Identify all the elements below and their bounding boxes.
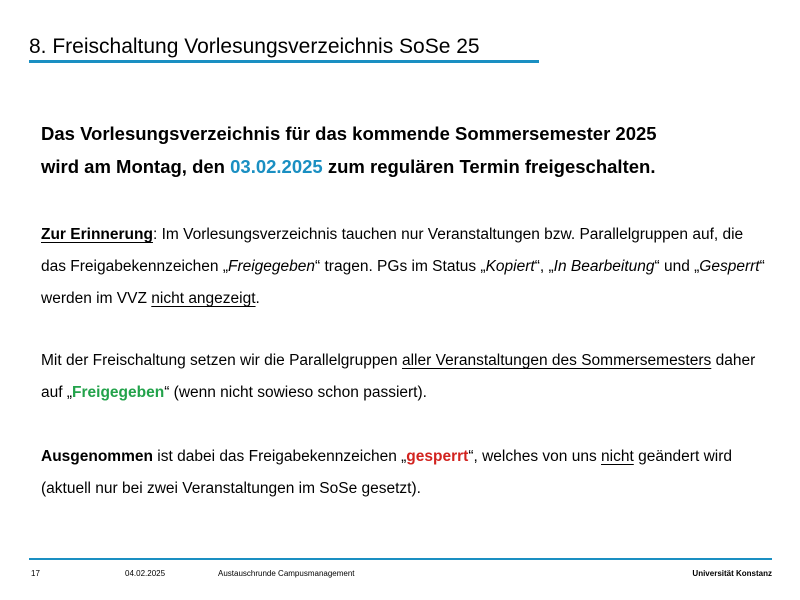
exception-paragraph xyxy=(41,441,771,505)
exception-text-1: ist dabei das Freigabekennzeichen „ xyxy=(152,448,407,465)
exception-text-3: geändert wird (aktuell nur bei zwei Veranstaltungen im SoSe gesetzt). xyxy=(41,448,732,497)
reminder-text-5: “ werden im VVZ xyxy=(41,258,765,307)
status-freigegeben: Freigegeben xyxy=(227,258,316,275)
status-gesperrt: Gesperrt xyxy=(699,258,760,275)
footer-event: Austauschrunde Campusmanagement xyxy=(218,569,355,578)
footer-divider xyxy=(29,558,772,560)
page-number: 17 xyxy=(31,569,40,578)
reminder-text-2: “ tragen. PGs im Status „ xyxy=(315,258,486,275)
exception-label: Ausgenommen xyxy=(41,448,153,465)
intro-paragraph xyxy=(41,117,771,183)
intro-line-2-end: zum regulären Termin freigeschalten. xyxy=(322,156,656,177)
exception-text-2: “, welches von uns xyxy=(468,448,602,465)
release-date: 03.02.2025 xyxy=(230,156,323,177)
title-underline xyxy=(29,60,539,63)
reminder-text-3: “, „ xyxy=(534,258,554,275)
intro-line-1: Das Vorlesungsverzeichnis für das kommende Sommersemester 2025 xyxy=(41,123,657,144)
gesperrt-highlight: gesperrt xyxy=(406,448,469,465)
footer-date: 04.02.2025 xyxy=(125,569,166,578)
reminder-text-4: “ und „ xyxy=(654,258,700,275)
activation-text-2: daher auf „ xyxy=(41,352,756,401)
activation-text-3: “ (wenn nicht sowieso schon passiert). xyxy=(164,384,427,401)
activation-text-1: Mit der Freischaltung setzen wir die Parallelgruppen xyxy=(41,352,402,369)
status-kopiert: Kopiert xyxy=(485,258,535,275)
reminder-paragraph xyxy=(41,219,771,315)
reminder-text-1: : Im Vorlesungsverzeichnis tauchen nur Veranstaltungen bzw. Parallelgruppen auf, die das Freigabekennzeichen „ xyxy=(41,226,744,275)
not-shown-phrase: nicht angezeigt xyxy=(151,290,256,307)
intro-line-2-start: wird am Montag, den xyxy=(41,156,231,177)
reminder-text-6: . xyxy=(255,290,260,307)
status-in-bearbeitung: In Bearbeitung xyxy=(553,258,655,275)
activation-paragraph xyxy=(41,345,771,409)
nicht-phrase: nicht xyxy=(601,448,634,465)
footer-organization: Universität Konstanz xyxy=(692,569,772,578)
reminder-label: Zur Erinnerung xyxy=(41,226,153,243)
slide-title: 8. Freischaltung Vorlesungsverzeichnis SoSe 25 xyxy=(29,35,480,58)
all-courses-phrase: aller Veranstaltungen des Sommersemesters xyxy=(401,352,712,369)
freigegeben-highlight: Freigegeben xyxy=(72,384,165,401)
